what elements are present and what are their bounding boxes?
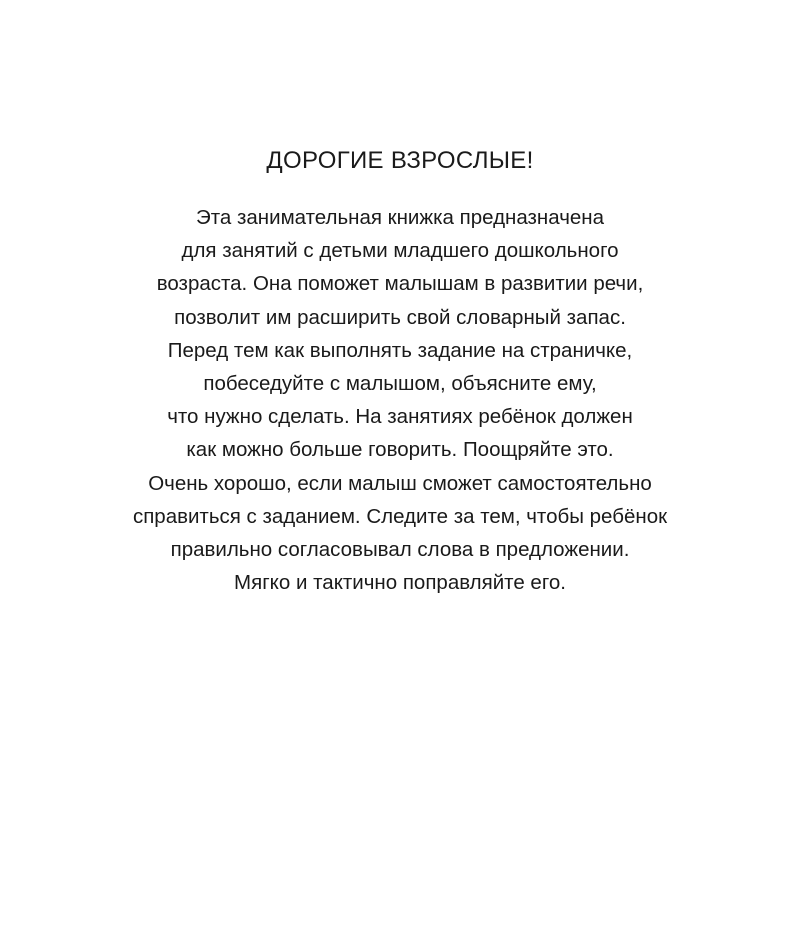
text-line: Эта занимательная книжка предназначена [196,206,604,229]
text-line: побеседуйте с малышом, объясните ему, [203,372,597,396]
text-line: позволит им расширить свой словарный запас. [174,305,626,329]
text-line: правильно согласовывал слова в предложении. [170,538,630,562]
text-line: Очень хорошо, если малыш сможет самостоятельно [148,471,652,495]
page-body-text [0,201,800,599]
page-title: ДОРОГИЕ ВЗРОСЛЫЕ! [266,147,534,174]
text-line: возраста. Она поможет малышам в развитии речи, [156,272,644,296]
text-line: для занятий с детьми младшего дошкольного [181,239,619,263]
text-line: справиться с заданием. Следите за тем, чтобы ребёнок [132,504,668,528]
text-line: как можно больше говорить. Поощряйте это. [186,438,614,462]
text-line: Перед тем как выполнять задание на страничке, [167,338,633,362]
text-line: Мягко и тактично поправляйте его. [234,571,566,595]
text-line: что нужно сделать. На занятиях ребёнок должен [167,405,633,429]
